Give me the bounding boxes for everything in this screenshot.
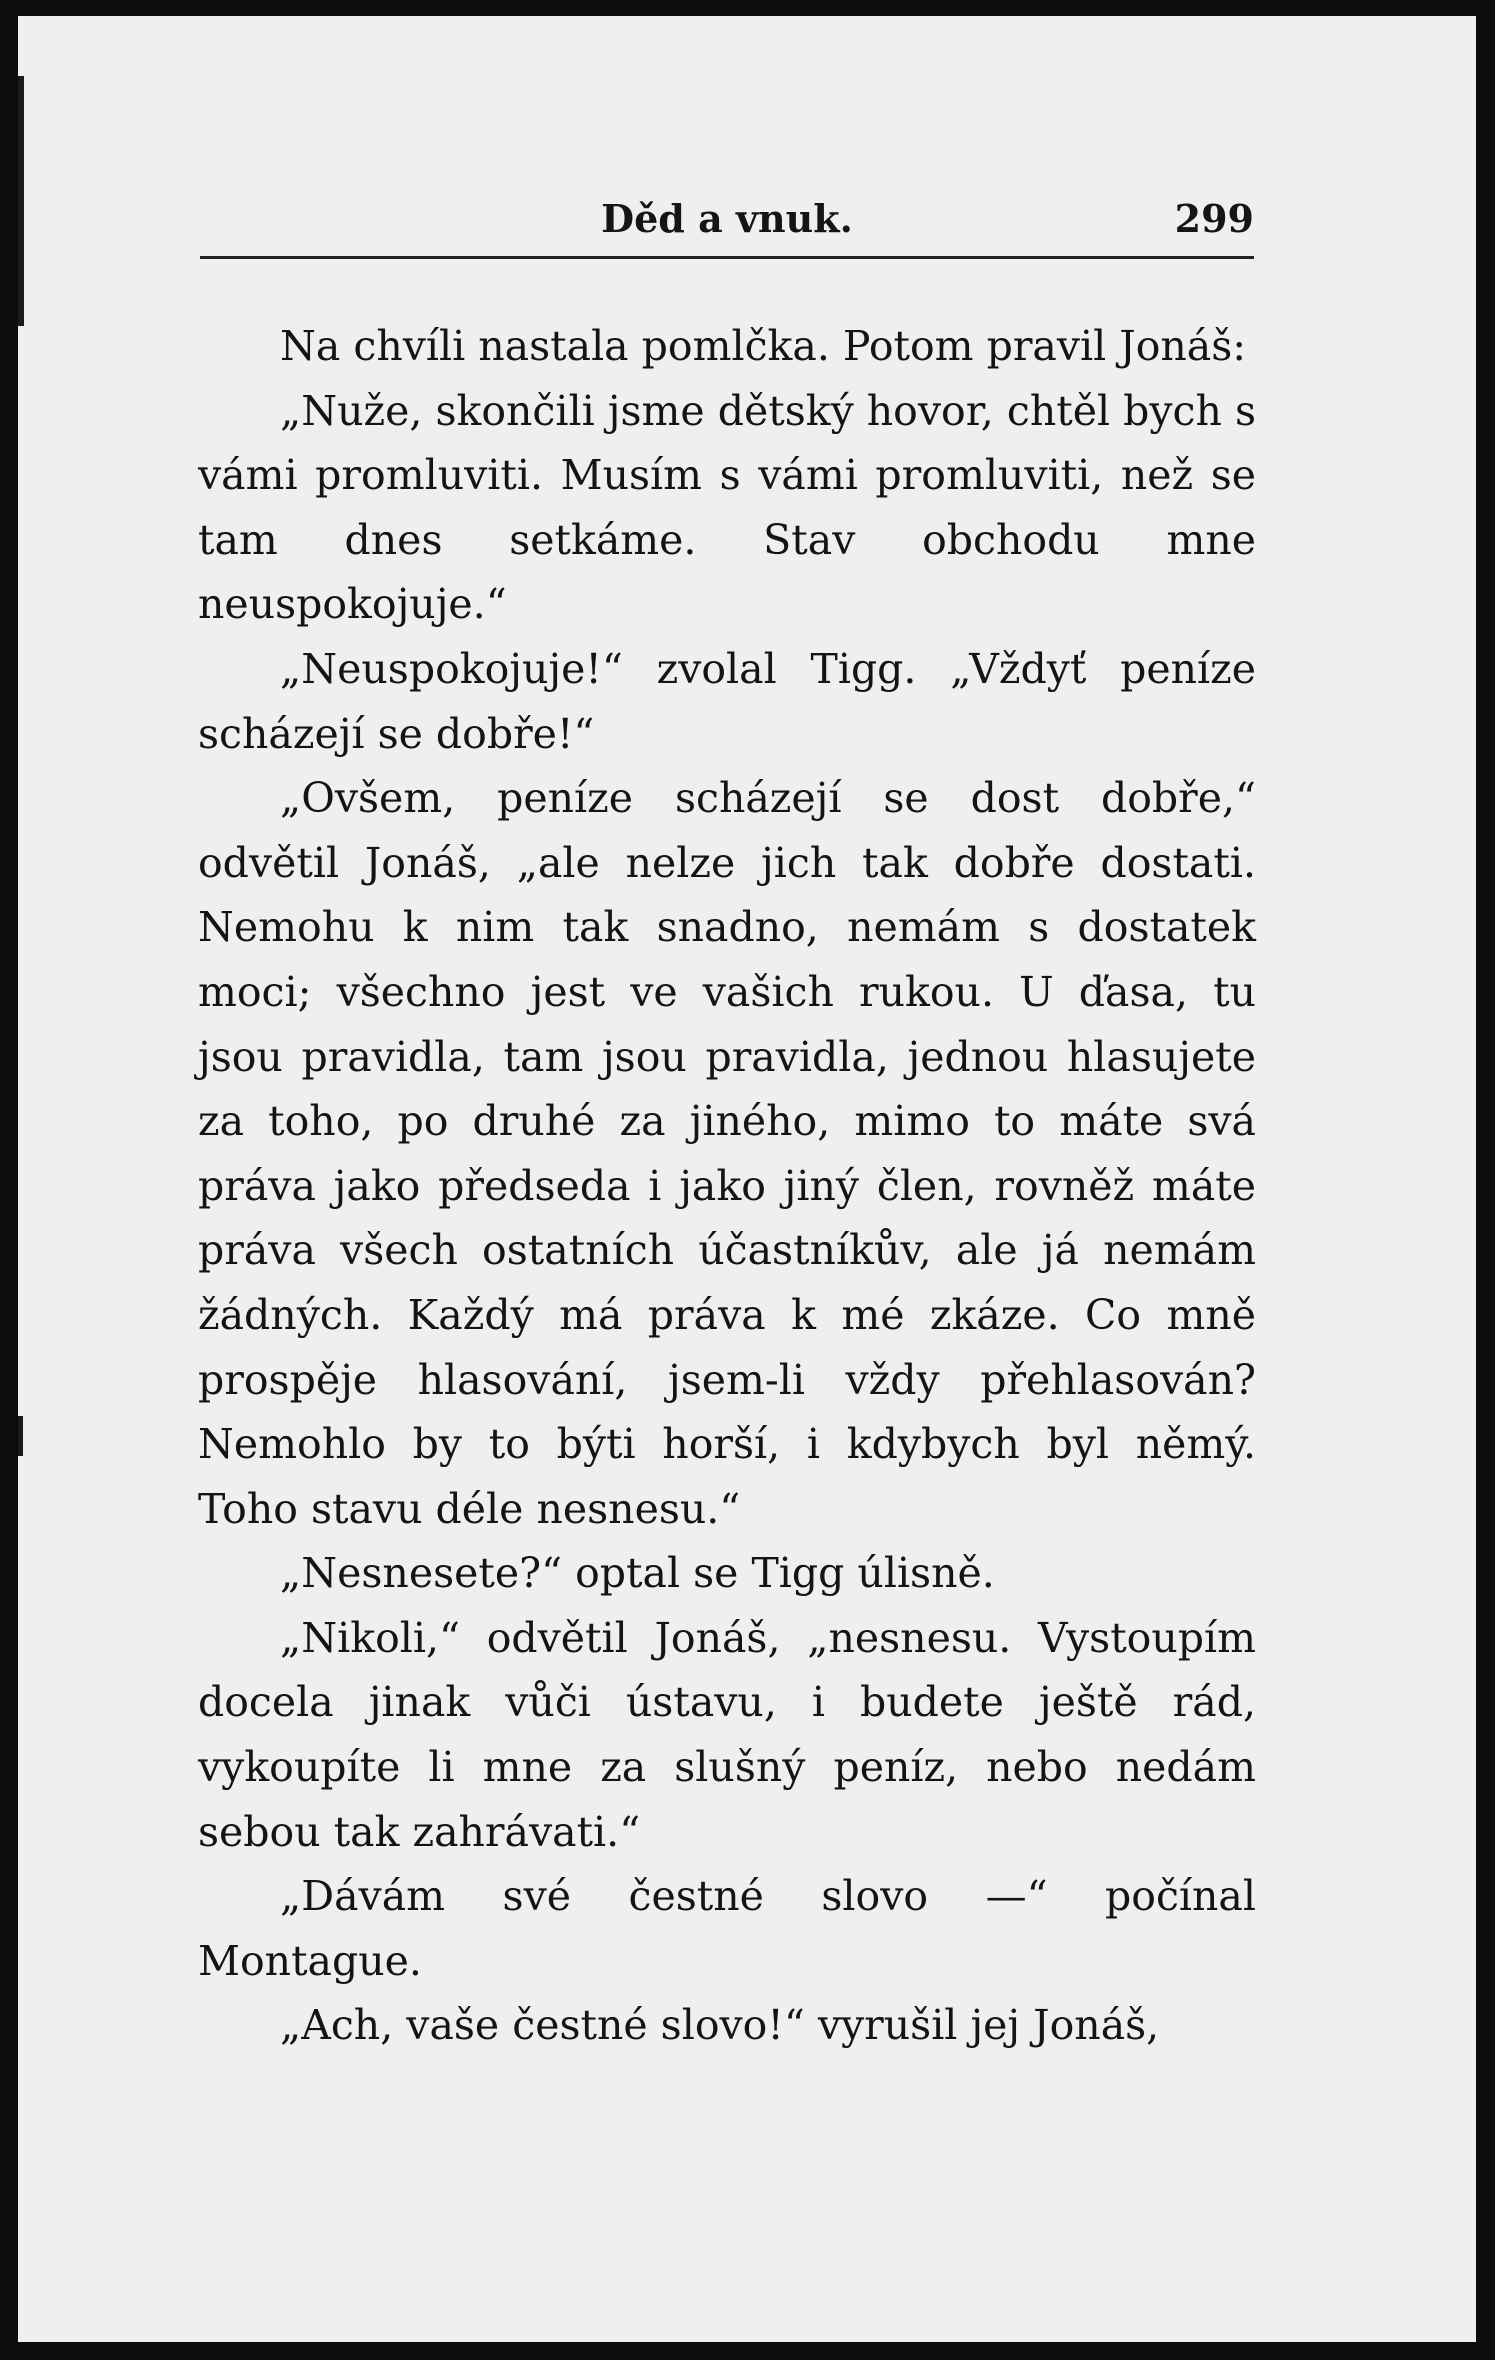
paragraph: „Dávám své čestné slovo —“ počínal Montague. (198, 1872, 1256, 1985)
page-header (200, 186, 1254, 259)
page-number: 299 (1174, 196, 1254, 241)
paragraph: „Neuspokojuje!“ zvolal Tigg. „Vždyť peníze scházejí se dobře!“ (198, 644, 1256, 758)
paragraph: „Ach, vaše čestné slovo!“ vyrušil jej Jonáš, (280, 2001, 1160, 2050)
book-page (18, 16, 1476, 2342)
body-text (198, 314, 1256, 2058)
paragraph: „Ovšem, peníze scházejí se dost dobře,“ odvětil Jonáš, „ale nelze jich tak dobře dostati. Nemohu k nim tak snadno, nemám s dostatek moci; všechno jest ve vašich rukou. U ďasa, tu jsou pravidla, tam jsou pravidla, jednou hlasujete za toho, po druhé za jiného, mimo to máte svá práva jako předseda i jako jiný člen, rovněž máte práva všech ostatních účastníkův, ale já nemám žádných. Každý má práva k mé zkáze. Co mně prospěje hlasování, jsem-li vždy přehlasován? Nemohlo by to býti horší, i kdybych byl němý. Toho stavu déle nesnesu.“ (198, 774, 1256, 1533)
paragraph: „Nuže, skončili jsme dětský hovor, chtěl bych s vámi promluviti. Musím s vámi promluviti, než se tam dnes setkáme. Stav obchodu mne neuspokojuje.“ (198, 386, 1256, 629)
left-edge-mark (18, 1416, 23, 1456)
left-edge-mark (18, 76, 24, 326)
running-title: Děd a vnuk. (601, 196, 853, 241)
paragraph: Na chvíli nastala pomlčka. Potom pravil Jonáš: (280, 322, 1247, 370)
paragraph: „Nesnesete?“ optal se Tigg úlisně. (280, 1549, 995, 1598)
paragraph: „Nikoli,“ odvětil Jonáš, „nesnesu. Vystoupím docela jinak vůči ústavu, i budete ještě rád, vykoupíte li mne za slušný peníz, nebo nedám sebou tak zahrávati.“ (198, 1613, 1256, 1856)
